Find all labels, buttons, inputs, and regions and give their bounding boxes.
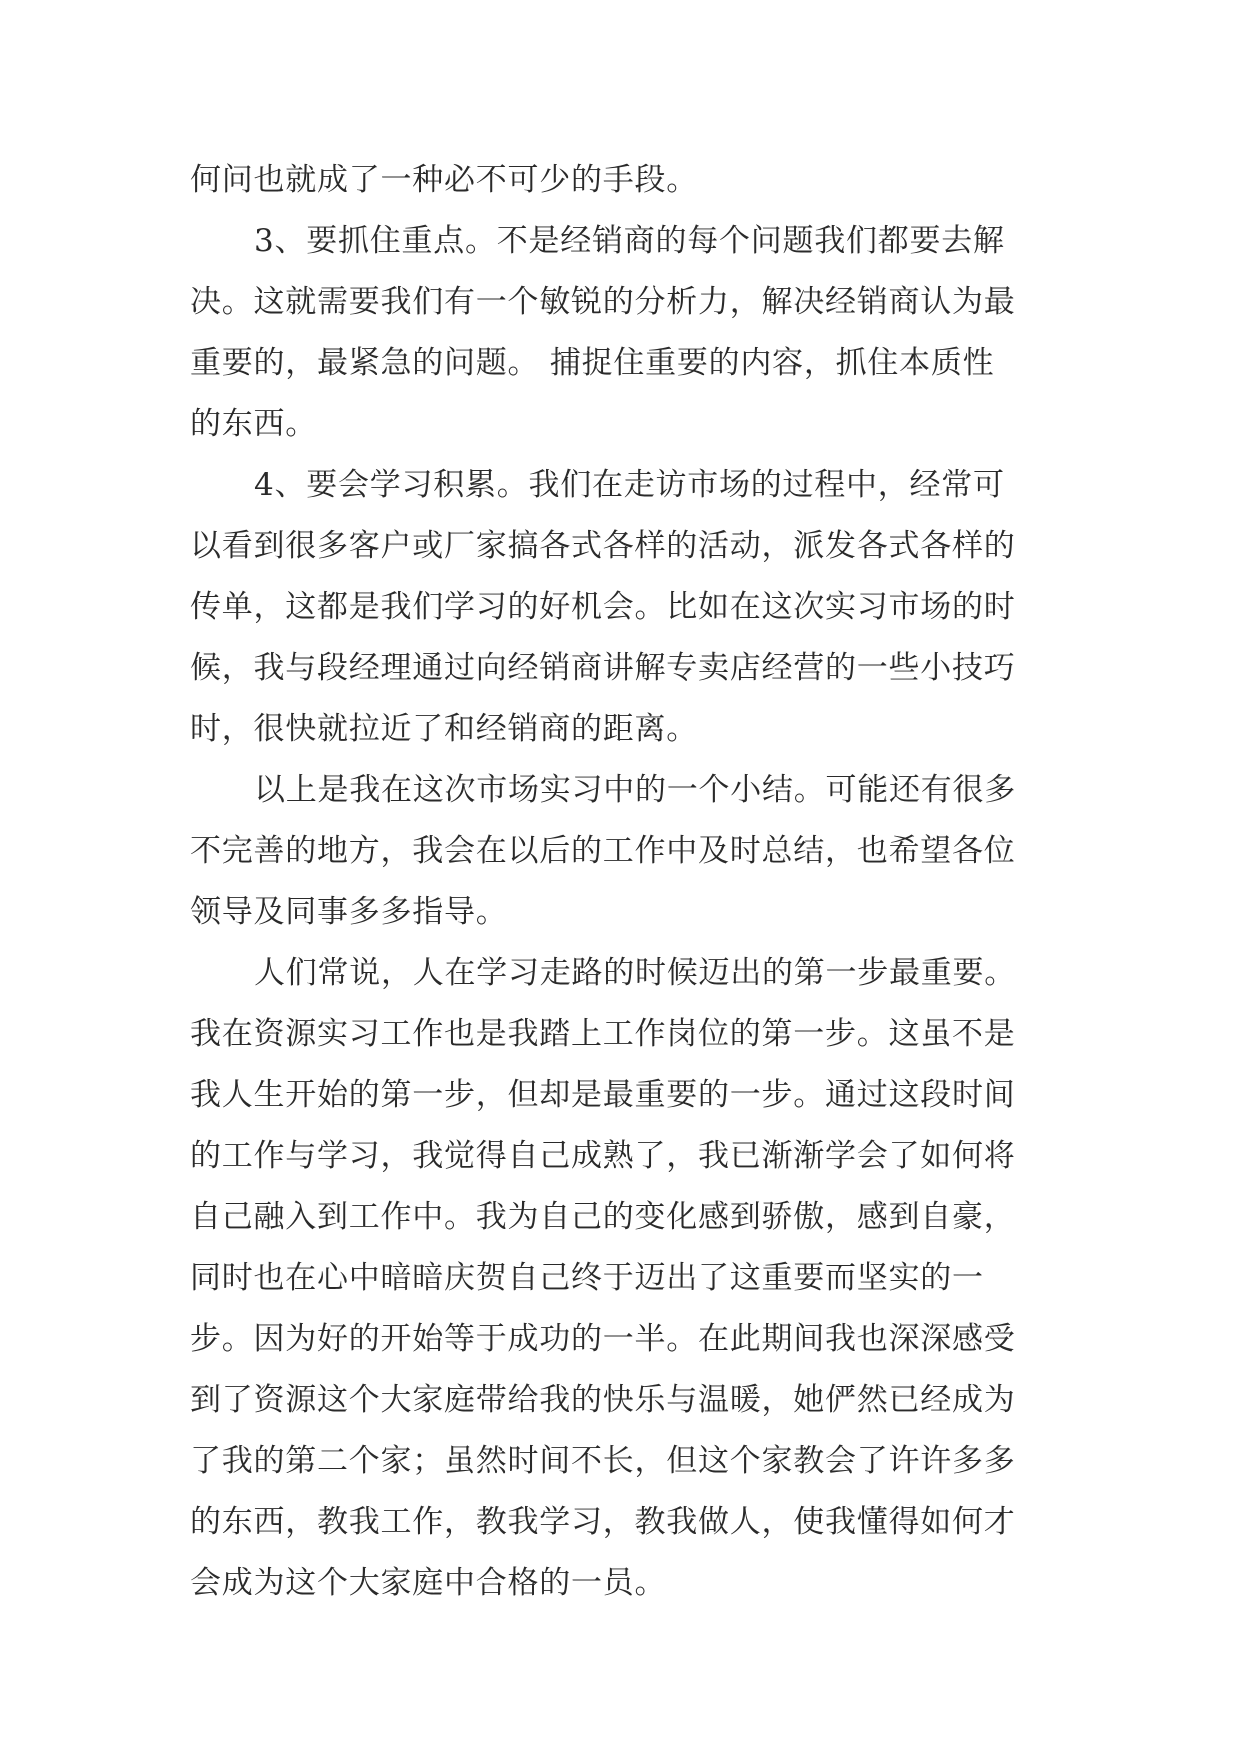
text-line: 人们常说，人在学习走路的时候迈出的第一步最重要。 (254, 955, 1016, 991)
text-line: 步。因为好的开始等于成功的一半。在此期间我也深深感受 (190, 1321, 1016, 1357)
text-line: 以上是我在这次市场实习中的一个小结。可能还有很多 (254, 772, 1016, 808)
text-line: 何问也就成了一种必不可少的手段。 (190, 162, 698, 198)
text-line: 的工作与学习，我觉得自己成熟了，我已渐渐学会了如何将 (190, 1138, 1016, 1174)
document-body (190, 150, 1070, 1614)
text-line: 不完善的地方，我会在以后的工作中及时总结，也希望各位 (190, 833, 1016, 869)
text-line: 以看到很多客户或厂家搞各式各样的活动，派发各式各样的 (190, 528, 1016, 564)
text-line: 了我的第二个家；虽然时间不长，但这个家教会了许许多多 (190, 1443, 1016, 1479)
text-line: 自己融入到工作中。我为自己的变化感到骄傲，感到自豪， (190, 1199, 1016, 1235)
text-line: 传单，这都是我们学习的好机会。比如在这次实习市场的时 (190, 589, 1016, 625)
text-line: 我人生开始的第一步，但却是最重要的一步。通过这段时间 (190, 1077, 1016, 1113)
text-line: 我在资源实习工作也是我踏上工作岗位的第一步。这虽不是 (190, 1016, 1016, 1052)
text-line: 候，我与段经理通过向经销商讲解专卖店经营的一些小技巧 (190, 650, 1016, 686)
text-line: 到了资源这个大家庭带给我的快乐与温暖，她俨然已经成为 (190, 1382, 1016, 1418)
text-line: 领导及同事多多指导。 (190, 894, 508, 930)
text-line: 决。这就需要我们有一个敏锐的分析力，解决经销商认为最 (190, 284, 1016, 320)
text-line: 4、要会学习积累。我们在走访市场的过程中，经常可 (254, 467, 1005, 503)
text-line: 的东西，教我工作，教我学习，教我做人，使我懂得如何才 (190, 1504, 1016, 1540)
text-line: 时，很快就拉近了和经销商的距离。 (190, 711, 698, 747)
text-line: 的东西。 (190, 406, 317, 442)
text-line: 3、要抓住重点。不是经销商的每个问题我们都要去解 (254, 223, 1005, 259)
text-line: 同时也在心中暗暗庆贺自己终于迈出了这重要而坚实的一 (190, 1260, 984, 1296)
text-line: 会成为这个大家庭中合格的一员。 (190, 1565, 667, 1601)
text-line: 重要的，最紧急的问题。 捕捉住重要的内容，抓住本质性 (190, 345, 995, 381)
